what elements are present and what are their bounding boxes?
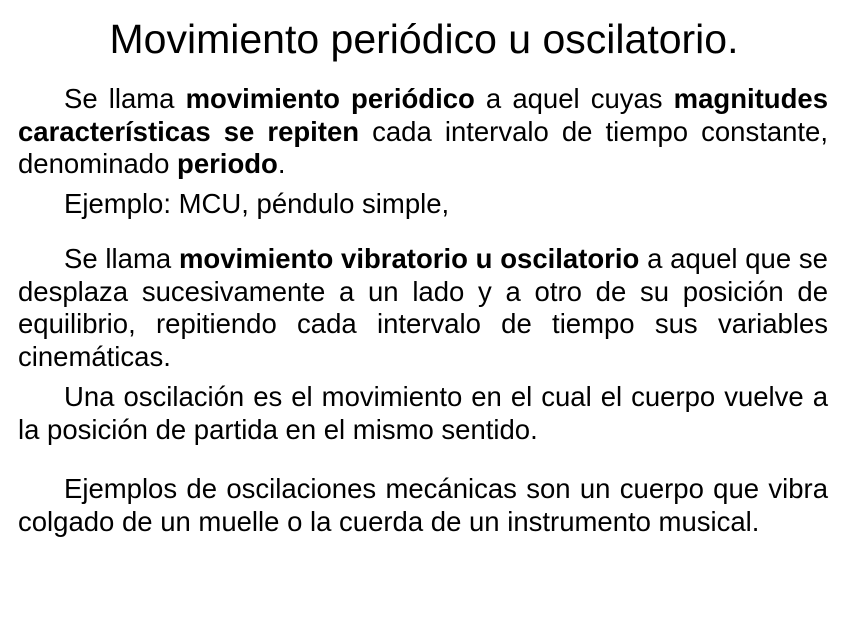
definition-text: a aquel cuyas bbox=[474, 83, 674, 114]
slide-title: Movimiento periódico u oscilatorio. bbox=[109, 16, 739, 62]
definition-text: Se llama bbox=[64, 243, 179, 274]
definition-text: Se llama bbox=[64, 83, 186, 114]
periodic-motion-definition bbox=[18, 83, 828, 181]
periodic-motion-example: Ejemplo: MCU, péndulo simple, bbox=[64, 188, 450, 219]
term-periodic-motion: movimiento periódico bbox=[185, 83, 475, 114]
definition-text: cada intervalo de tiempo constante, denominado bbox=[18, 115, 828, 179]
definition-text: . bbox=[277, 148, 286, 179]
term-period: periodo bbox=[177, 148, 278, 179]
definition-text: a aquel que se desplaza sucesivamente a un lado y a otro de su posición de equilibrio, repitiendo cada intervalo de tiempo sus variables cinemáticas. bbox=[18, 243, 828, 372]
mechanical-oscillation-examples: Ejemplos de oscilaciones mecánicas son un cuerpo que vibra colgado de un muelle o la cuerda de un instrumento musical. bbox=[18, 473, 828, 537]
term-oscillatory-motion: movimiento vibratorio u oscilatorio bbox=[178, 243, 640, 274]
oscillation-definition: Una oscilación es el movimiento en el cual el cuerpo vuelve a la posición de partida en el mismo sentido. bbox=[18, 381, 828, 445]
term-repeating-magnitudes: magnitudes características se repiten bbox=[18, 83, 828, 147]
oscillatory-motion-definition bbox=[18, 243, 828, 373]
